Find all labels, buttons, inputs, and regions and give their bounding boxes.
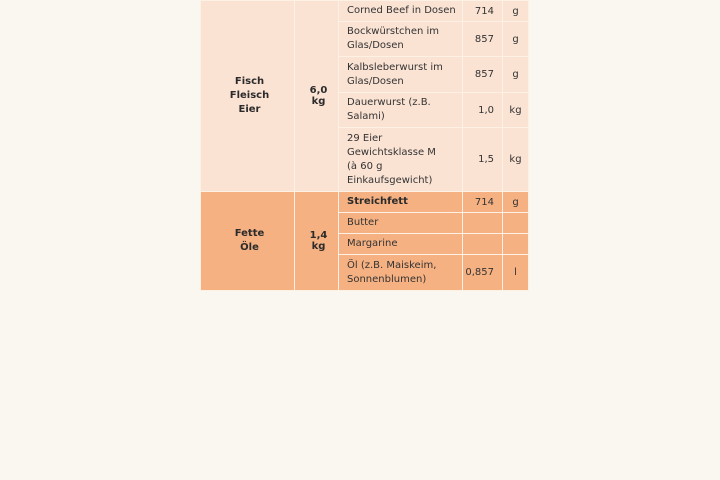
quantity-cell: 714 <box>463 1 503 22</box>
table-body <box>201 1 529 291</box>
food-item-cell: Butter <box>339 213 463 234</box>
quantity-cell <box>463 234 503 255</box>
category-cell: Fette Öle <box>201 192 295 291</box>
food-item-cell: Streichfett <box>339 192 463 213</box>
weight-cell: 6,0 kg <box>295 1 339 192</box>
food-supply-table <box>200 0 529 291</box>
table-row <box>201 192 529 213</box>
unit-cell <box>503 234 529 255</box>
food-item-cell: Öl (z.B. Maiskeim, Sonnenblumen) <box>339 255 463 291</box>
food-item-cell: Corned Beef in Dosen <box>339 1 463 22</box>
quantity-cell: 857 <box>463 57 503 93</box>
food-item-cell: Bockwürstchen im Glas/Dosen <box>339 22 463 57</box>
unit-cell: g <box>503 1 529 22</box>
quantity-cell <box>463 213 503 234</box>
food-item-cell: 29 Eier Gewichtsklasse M (à 60 g Einkaufsgewicht) <box>339 128 463 192</box>
unit-cell <box>503 213 529 234</box>
quantity-cell: 1,5 <box>463 128 503 192</box>
unit-cell: kg <box>503 93 529 128</box>
food-item-cell: Dauerwurst (z.B. Salami) <box>339 93 463 128</box>
table-row <box>201 1 529 22</box>
food-item-cell: Margarine <box>339 234 463 255</box>
unit-cell: g <box>503 57 529 93</box>
quantity-cell: 1,0 <box>463 93 503 128</box>
unit-cell: g <box>503 22 529 57</box>
category-cell: Fisch Fleisch Eier <box>201 1 295 192</box>
quantity-cell: 714 <box>463 192 503 213</box>
unit-cell: kg <box>503 128 529 192</box>
food-item-cell: Kalbsleberwurst im Glas/Dosen <box>339 57 463 93</box>
quantity-cell: 857 <box>463 22 503 57</box>
quantity-cell: 0,857 <box>463 255 503 291</box>
weight-cell: 1,4 kg <box>295 192 339 291</box>
unit-cell: g <box>503 192 529 213</box>
unit-cell: l <box>503 255 529 291</box>
